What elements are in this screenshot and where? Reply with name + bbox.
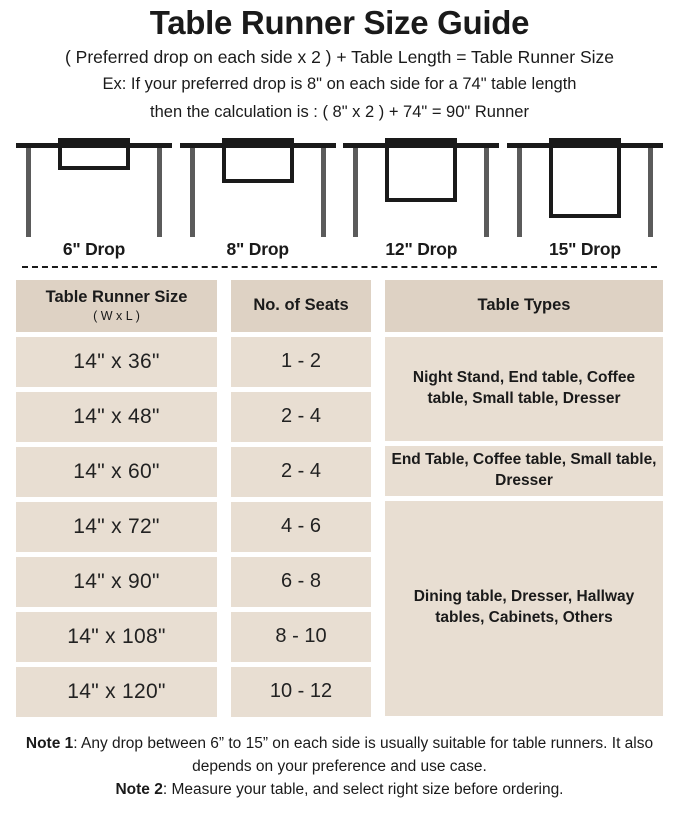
table-row: 14" x 36" <box>16 337 217 387</box>
header-runner-size-label: Table Runner Size <box>45 287 188 306</box>
table-runner-svg-12in <box>343 135 499 237</box>
table-row: Dining table, Dresser, Hallway tables, Cabinets, Others <box>385 501 663 716</box>
note-2-label: Note 2 <box>115 781 163 799</box>
dashed-divider <box>22 266 657 268</box>
example-line-1: Ex: If your preferred drop is 8" on each side for a 74" table length <box>102 74 577 93</box>
drop-label-12in: 12" Drop <box>385 238 458 259</box>
table-row: 2 - 4 <box>231 392 371 442</box>
table-illustration-12in <box>343 135 499 237</box>
table-row: 4 - 6 <box>231 502 371 552</box>
note-1 <box>18 732 661 779</box>
table-row: Night Stand, End table, Coffee table, Small table, Dresser <box>385 337 663 441</box>
table-illustration-15in <box>507 135 663 237</box>
table-row: 14" x 60" <box>16 447 217 497</box>
drop-label-15in: 15" Drop <box>549 238 621 259</box>
header-runner-size <box>16 280 217 332</box>
table-runner-svg-8in <box>180 135 336 237</box>
column-runner-size <box>16 280 217 722</box>
drop-label-6in: 6" Drop <box>62 238 126 259</box>
table-runner-svg-15in <box>507 135 663 237</box>
table-illustration-8in <box>180 135 336 237</box>
header-seats: No. of Seats <box>231 280 371 332</box>
table-row: 1 - 2 <box>231 337 371 387</box>
column-table-types <box>385 280 663 722</box>
table-row: 10 - 12 <box>231 667 371 717</box>
notes-section <box>10 732 669 802</box>
example-line-2: then the calculation is : ( 8" x 2 ) + 74" = 90" Runner <box>150 102 529 121</box>
table-runner-svg-6in <box>16 135 172 237</box>
table-row: End Table, Coffee table, Small table, Dresser <box>385 446 663 496</box>
drop-diagram <box>10 135 669 268</box>
table-row: 8 - 10 <box>231 612 371 662</box>
drop-label-8in: 8" Drop <box>226 238 289 259</box>
note-2 <box>18 778 661 801</box>
note-1-text: : Any drop between 6” to 15” on each side is usually suitable for table runners. It also depends on your preference and use case. <box>73 734 654 775</box>
header-runner-size-sub: ( W x L ) <box>93 308 140 323</box>
table-illustrations-row <box>16 135 663 237</box>
page-title: Table Runner Size Guide <box>149 4 530 41</box>
drop-labels-row <box>16 239 663 260</box>
table-illustration-6in <box>16 135 172 237</box>
note-2-text: : Measure your table, and select right size before ordering. <box>162 781 564 799</box>
size-guide-page <box>0 4 679 830</box>
table-row: 2 - 4 <box>231 447 371 497</box>
table-row: 14" x 108" <box>16 612 217 662</box>
table-row: 14" x 48" <box>16 392 217 442</box>
formula-line: ( Preferred drop on each side x 2 ) + Table Length = Table Runner Size <box>64 46 614 67</box>
table-row: 14" x 72" <box>16 502 217 552</box>
column-seats <box>231 280 371 722</box>
header-table-types: Table Types <box>385 280 663 332</box>
size-table <box>10 280 669 722</box>
table-row: 14" x 120" <box>16 667 217 717</box>
table-row: 6 - 8 <box>231 557 371 607</box>
note-1-label: Note 1 <box>25 734 74 752</box>
table-row: 14" x 90" <box>16 557 217 607</box>
